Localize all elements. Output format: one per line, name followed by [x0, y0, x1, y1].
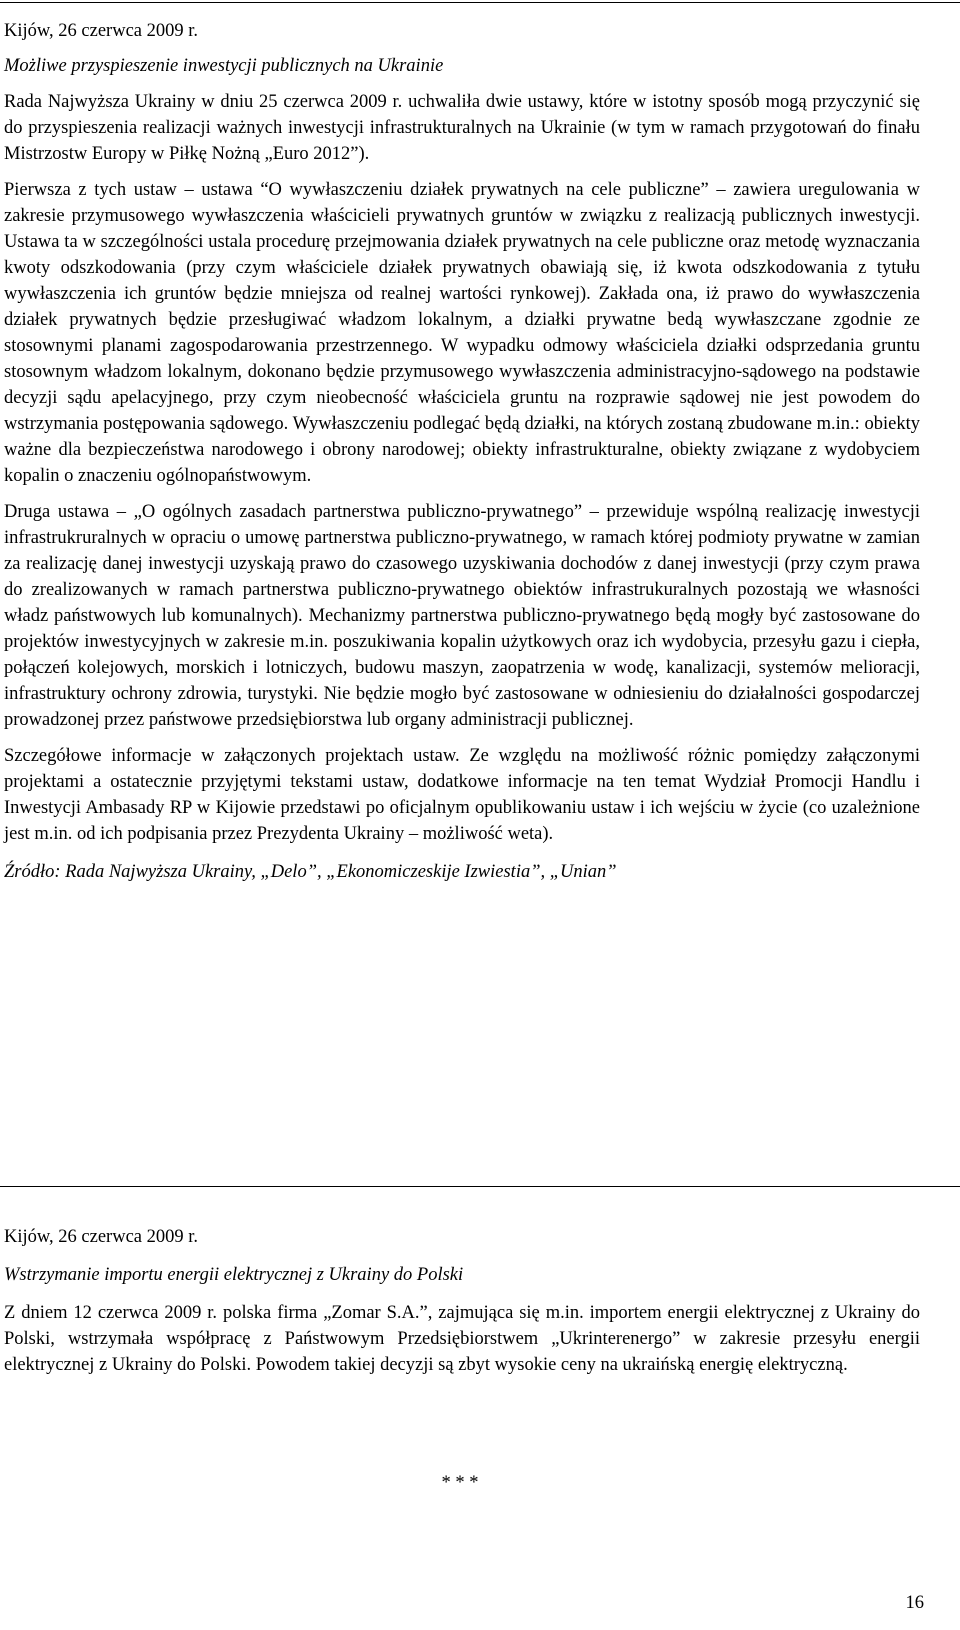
- article-1-title: Możliwe przyspieszenie inwestycji publicznych na Ukrainie: [4, 56, 444, 76]
- article-2-date: Kijów, 26 czerwca 2009 r.: [4, 1227, 199, 1247]
- article-1-paragraph-4: Szczegółowe informacje w załączonych projektach ustaw. Ze względu na możliwość różnic pomiędzy załączonymi projektami a ostatecznie przyjętymi tekstami ustaw, dodatkowe informacje na ten temat Wydział Promocji Handlu i Inwestycji Ambasady RP w Kijowie przedstawi po oficjalnym opublikowaniu ustaw i ich wejściu w życie (co uzależnione jest m.in. od ich podpisania przez Prezydenta Ukrainy – możliwość weta).: [4, 746, 920, 844]
- section-divider: [0, 1186, 960, 1187]
- top-rule: [0, 2, 960, 3]
- article-2-paragraph-1: Z dniem 12 czerwca 2009 r. polska firma „Zomar S.A.”, zajmująca się m.in. importem energii elektrycznej z Ukrainy do Polski, wstrzymała współpracę z Państwowym Przedsiębiorstwem „Ukrinterenergo” w zakresie przesyłu energii elektrycznej z Ukrainy do Polski. Powodem takiej decyzji są zbyt wysokie ceny na ukraińską energię elektryczną.: [4, 1303, 920, 1375]
- article-2-title: Wstrzymanie importu energii elektrycznej z Ukrainy do Polski: [4, 1265, 464, 1285]
- article-1-paragraph-2: Pierwsza z tych ustaw – ustawa “O wywłaszczeniu działek prywatnych na cele publiczne” – zawiera uregulowania w zakresie przymusowego wywłaszczenia właścicieli prywatnych gruntów w związku z realizacją publicznych inwestycji. Ustawa ta w szczególności ustala procedurę przejmowania działek prywatnych na cele publiczne oraz metodę wyznaczania kwoty odszkodowania (przy czym właściciele działek prywatnych obawiają się, iż kwota odszkodowania z tytułu wywłaszczenia ich gruntów będzie mniejsza od realnej wartości rynkowej). Zakłada ona, iż prawo do wywłaszczenia działek prywatnych będzie przesługiwać władzom lokalnym, a działki prywatne bedą wywłaszczane zgodnie ze stosownymi planami zagospodarowania przestrzennego. W wypadku odmowy właściciela działki odsprzedania gruntu stosownym władzom lokalnym, dokonano będzie przymusowego wywłaszczenia administracyjno-sądowego na podstawie decyzji sądu apelacyjnego, przy czym nieobecność właściciela gruntu na rozprawie sądowej nie jest powodem do wstrzymania postępowania sądowego. Wywłaszczeniu podlegać będą działki, na których zostaną zbudowane m.in.: obiekty ważne dla bezpieczeństwa narodowego i obrony narodowej; obiekty infrastrukturalne, obiekty związane z wydobyciem kopalin o znaczeniu ogólnopaństwowym.: [4, 180, 920, 486]
- article-1-source: Źródło: Rada Najwyższa Ukrainy, „Delo”, „Ekonomiczeskije Izwiestia”, „Unian”: [4, 862, 617, 882]
- separator-stars: * * *: [441, 1473, 479, 1493]
- article-1: [4, 18, 920, 885]
- article-1-paragraph-3: Druga ustawa – „O ogólnych zasadach partnerstwa publiczno-prywatnego” – przewiduje wspólną realizację inwestycji infrastrukruralnych w opraciu o umowę partnerstwa publiczno-prywatnego, w ramach której podmioty prywatne w zamian za realizację danej inwestycji uzyskają prawo do czasowego uzyskiwania dochodów z danej inwestycji (przy czym prawa do zrealizowanych w ramach partnerstwa publiczno-prywatnego obiektów infrastrukuralnych pozostają we własności władz państwowych lub komunalnych). Mechanizmy partnerstwa publiczno-prywatnego będą mogły być zastosowane do projektów inwestycyjnych w zakresie m.in. poszukiwania kopalin użytkowych oraz ich wydobycia, przesyłu gazu i ciepła, połączeń kolejowych, morskich i lotniczych, budowu maszyn, zaopatrzenia w wodę, kanalizacji, systemów melioracji, infrastruktury ochrony zdrowia, turystyki. Nie będzie mogło być zastosowane w odniesieniu do działalności gospodarczej prowadzonej przez państwowe przedsiębiorstwa lub organy administracji publicznej.: [4, 502, 920, 730]
- article-1-date: Kijów, 26 czerwca 2009 r.: [4, 21, 199, 41]
- page-number: 16: [905, 1593, 924, 1613]
- article-2: [4, 1224, 920, 1378]
- article-1-paragraph-1: Rada Najwyższa Ukrainy w dniu 25 czerwca 2009 r. uchwaliła dwie ustawy, które w istotny sposób mogą przyczynić się do przyspieszenia realizacji ważnych inwestycji infrastrukturalnych na Ukrainie (w tym w ramach przygotowań do finału Mistrzostw Europy w Piłkę Nożną „Euro 2012”).: [4, 92, 920, 164]
